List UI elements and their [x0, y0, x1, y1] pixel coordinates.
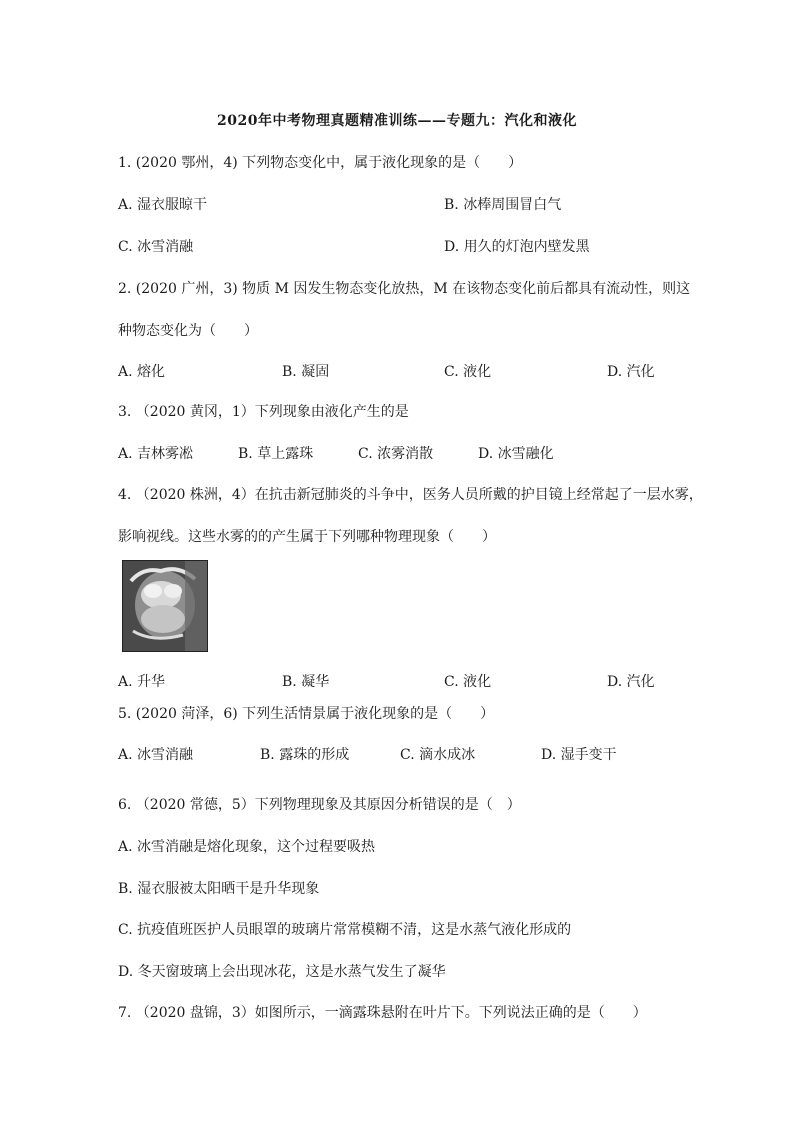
q1-option-b: B. 冰棒周围冒白气: [444, 197, 562, 213]
q2-option-c: C. 液化: [444, 364, 492, 380]
q3-option-c: C. 浓雾消散: [358, 446, 434, 462]
question-1-stem: 1. (2020 鄂州，4) 下列物态变化中，属于液化现象的是（ ）: [118, 155, 523, 171]
q1-option-d: D. 用久的灯泡内壁发黑: [444, 239, 590, 255]
photo-illustration: [123, 561, 207, 651]
q1-option-a: A. 湿衣服晾干: [118, 197, 208, 213]
q6-option-d: D. 冬天窗玻璃上会出现冰花，这是水蒸气发生了凝华: [118, 964, 446, 980]
q4-option-d: D. 汽化: [607, 674, 655, 690]
question-2-stem-line1: 2. (2020 广州，3) 物质 M 因发生物态变化放热，M 在该物态变化前后都具有流动性，则这: [118, 281, 691, 297]
q4-option-b: B. 凝华: [282, 674, 330, 690]
q1-option-c: C. 冰雪消融: [118, 239, 194, 255]
question-3-stem: 3. （2020 黄冈，1）下列现象由液化产生的是: [118, 404, 409, 420]
question-2-stem-line2: 种物态变化为（ ）: [118, 323, 258, 339]
q6-option-b: B. 湿衣服被太阳晒干是升华现象: [118, 881, 320, 897]
page-title: 2020年中考物理真题精准训练——专题九：汽化和液化: [217, 113, 577, 129]
q3-option-a: A. 吉林雾凇: [118, 446, 194, 462]
q6-option-c: C. 抗疫值班医护人员眼罩的玻璃片常常模糊不清，这是水蒸气液化形成的: [118, 922, 572, 938]
question-7-stem: 7. （2020 盘锦，3）如图所示，一滴露珠悬附在叶片下。下列说法正确的是（ ）: [118, 1005, 647, 1021]
question-6-stem: 6. （2020 常德，5）下列物理现象及其原因分析错误的是（ ）: [118, 797, 521, 813]
question-5-stem: 5. (2020 菏泽，6) 下列生活情景属于液化现象的是（ ）: [118, 706, 495, 722]
q2-option-a: A. 熔化: [118, 364, 166, 380]
q2-option-b: B. 凝固: [282, 364, 330, 380]
q5-option-a: A. 冰雪消融: [118, 747, 194, 763]
q2-option-d: D. 汽化: [607, 364, 655, 380]
question-4-stem-line2: 影响视线。这些水雾的的产生属于下列哪种物理现象（ ）: [118, 529, 496, 545]
q4-option-c: C. 液化: [444, 674, 492, 690]
q4-option-a: A. 升华: [118, 674, 166, 690]
q5-option-b: B. 露珠的形成: [260, 747, 350, 763]
q6-option-a: A. 冰雪消融是熔化现象，这个过程要吸热: [118, 839, 376, 855]
q5-option-c: C. 滴水成冰: [400, 747, 476, 763]
question-4-stem-line1: 4. （2020 株洲，4）在抗击新冠肺炎的斗争中，医务人员所戴的护目镜上经常起了一层水雾，: [118, 487, 703, 503]
q3-option-b: B. 草上露珠: [238, 446, 314, 462]
q5-option-d: D. 湿手变干: [541, 747, 617, 763]
goggles-fog-photo: [122, 560, 208, 652]
q3-option-d: D. 冰雪融化: [478, 446, 554, 462]
